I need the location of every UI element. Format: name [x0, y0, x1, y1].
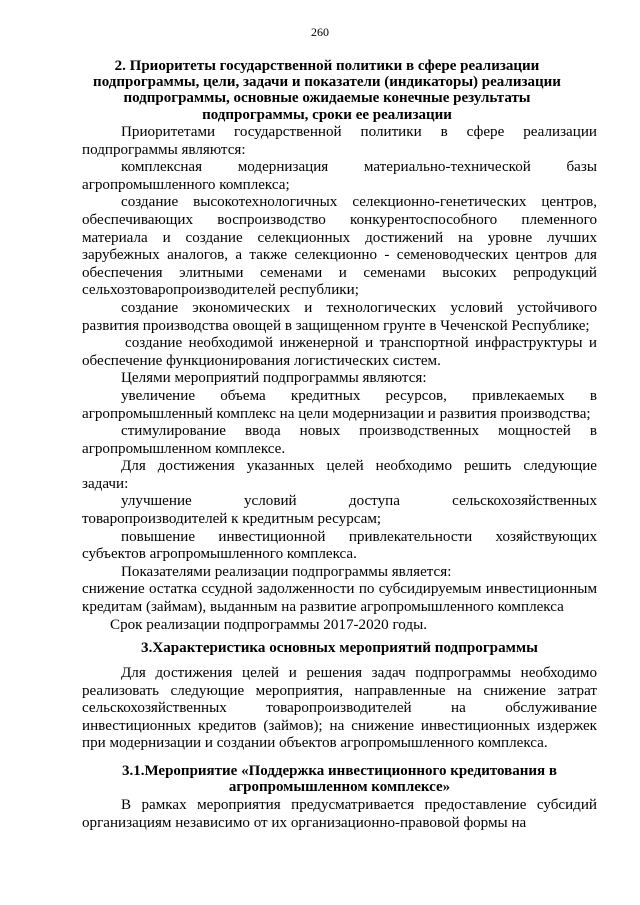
- paragraph: улучшение условий доступа сельскохозяйственных товаропроизводителей к кредитным ресурсам;: [82, 493, 597, 528]
- paragraph: Для достижения целей и решения задач подпрограммы необходимо реализовать следующие мероприятия, направленные на снижение затрат сельскохозяйственных товаропроизводителей на обслуживание инвестиционных кредитов (займов); на снижение инвестиционных издержек при модернизации и создании объектов агропромышленного комплекса.: [82, 665, 597, 752]
- paragraph: Показателями реализации подпрограммы является:: [121, 563, 452, 580]
- page-number: 260: [311, 25, 329, 39]
- paragraph: создание необходимой инженерной и транспортной инфраструктуры и обеспечение функционирования логистических систем.: [82, 335, 597, 369]
- section-3-body: [82, 665, 597, 753]
- paragraph: увеличение объема кредитных ресурсов, привлекаемых в агропромышленный комплекс на цели модернизации и развития производства;: [82, 387, 597, 422]
- paragraph: стимулирование ввода новых производственных мощностей в агропромышленном комплексе.: [82, 423, 597, 457]
- paragraph: комплексная модернизация материально-технической базы агропромышленного комплекса;: [82, 159, 597, 193]
- paragraph: создание высокотехнологичных селекционно-генетических центров, обеспечивающих воспроизводство конкурентоспособного племенного материала и создание селекционных достижений на уровне лучших зарубежных аналогов, а также селекционно - семеноводческих центров для обеспечения элитными семенами и семенами высоких репродукций сельхозтоваропроизводителей республики;: [82, 194, 597, 299]
- paragraph: повышение инвестиционной привлекательности хозяйствующих субъектов агропромышленного комплекса.: [82, 528, 597, 563]
- section-3-1-body: [82, 797, 597, 832]
- paragraph: Для достижения указанных целей необходимо решить следующие задачи:: [82, 458, 597, 492]
- section-3-1-title: 3.1.Мероприятие «Поддержка инвестиционного кредитования в агропромышленном комплексе»: [121, 763, 558, 795]
- section-2-title: 2. Приоритеты государственной политики в сфере реализации подпрограммы, цели, задачи и показатели (индикаторы) реализации подпрограммы, основные ожидаемые конечные результаты подпрограммы, сроки ее реализации: [93, 58, 561, 123]
- paragraph: Срок реализации подпрограммы 2017-2020 годы.: [110, 616, 427, 633]
- paragraph: Приоритетами государственной политики в сфере реализации подпрограммы являются:: [82, 124, 597, 158]
- paragraph: В рамках мероприятия предусматривается предоставление субсидий организациям независимо от их организационно-правовой формы на: [82, 797, 597, 831]
- section-3-title: 3.Характеристика основных мероприятий подпрограммы: [141, 640, 538, 656]
- paragraph: снижение остатка ссудной задолженности по субсидируемым инвестиционным кредитам (займам), выданным на развитие агропромышленного комплекса: [82, 581, 597, 616]
- paragraph: Целями мероприятий подпрограммы являются:: [121, 370, 427, 387]
- paragraph: создание экономических и технологических условий устойчивого развития производства овощей в защищенном грунте в Чеченской Республике;: [82, 299, 597, 334]
- section-2-body: [82, 124, 597, 634]
